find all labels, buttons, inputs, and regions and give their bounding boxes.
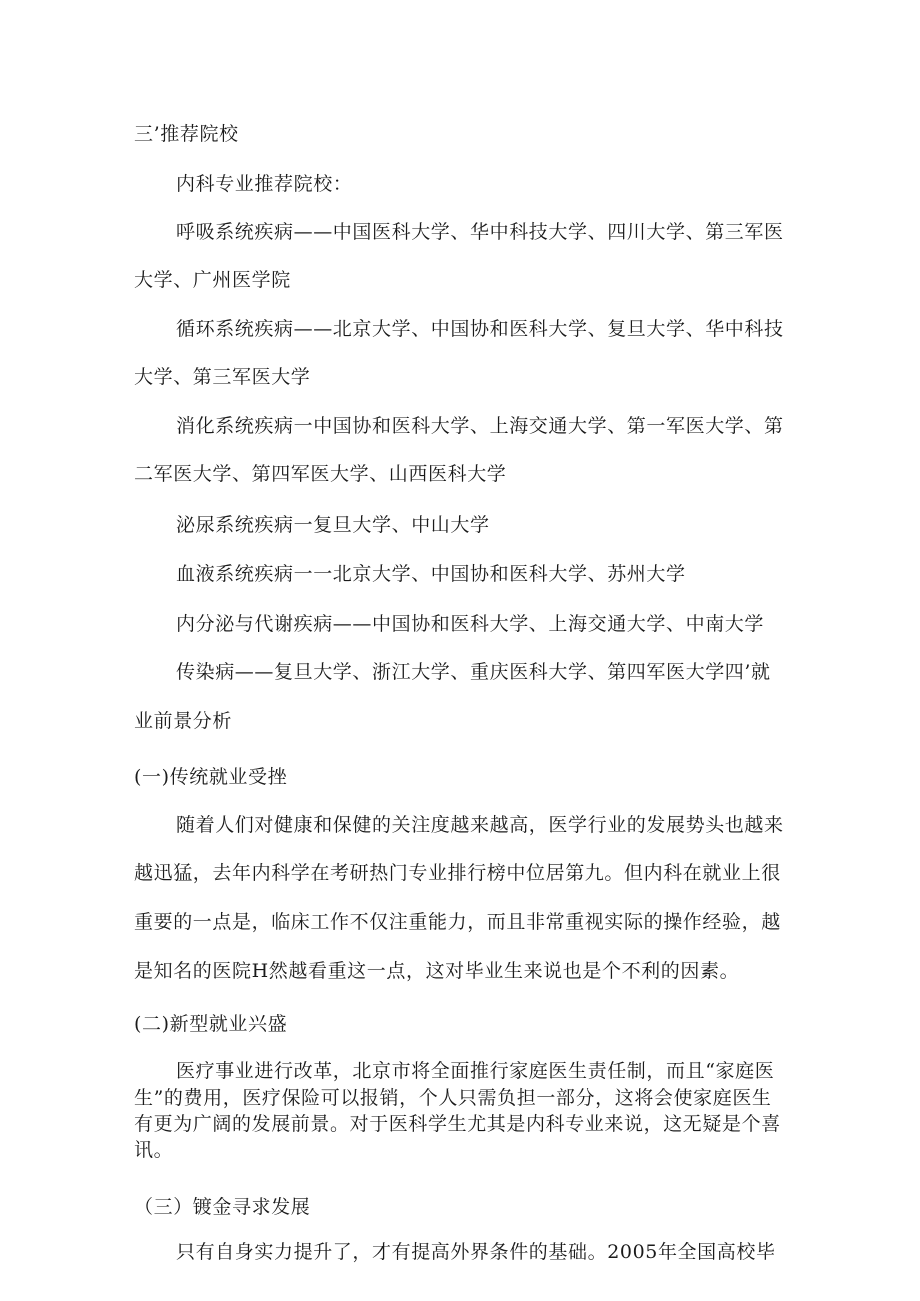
- subsection-heading-traditional: (一)传统就业受挫: [134, 766, 288, 788]
- new-employment-paragraph-line-3: 有更为广阔的发展前景。对于医科学生尤其是内科专业来说，这无疑是个喜: [134, 1113, 781, 1135]
- subsection-heading-gilding: （三）镀金寻求发展: [134, 1196, 311, 1218]
- new-employment-paragraph-line-1: 医疗事业进行改革，北京市将全面推行家庭医生责任制，而且“家庭医: [176, 1060, 775, 1082]
- circulatory-line-1: 循环系统疾病——北京大学、中国协和医科大学、复旦大学、华中科技: [176, 318, 784, 340]
- new-employment-paragraph-line-4: 讯。: [134, 1139, 174, 1161]
- respiratory-line-1: 呼吸系统疾病——中国医科大学、华中科技大学、四川大学、第三军医: [176, 221, 784, 243]
- section-heading-recommended-schools: 三’推荐院校: [134, 123, 239, 145]
- subheading-internal-medicine-schools: 内科专业推荐院校：: [176, 173, 353, 195]
- traditional-paragraph-line-1: 随着人们对健康和保健的关注度越来越高，医学行业的发展势头也越来: [176, 814, 784, 836]
- infectious-line-2: 业前景分析: [134, 710, 233, 732]
- traditional-paragraph-line-4: 是知名的医院H然越看重这一点，这对毕业生来说也是个不利的因素。: [134, 960, 740, 982]
- subsection-heading-new-employment: (二)新型就业兴盛: [134, 1013, 288, 1035]
- endocrine-line: 内分泌与代谢疾病——中国协和医科大学、上海交通大学、中南大学: [176, 613, 765, 635]
- digestive-line-2: 二军医大学、第四军医大学、山西医科大学: [134, 463, 507, 485]
- traditional-paragraph-line-2: 越迅猛，去年内科学在考研热门专业排行榜中位居第九。但内科在就业上很: [134, 862, 781, 884]
- urinary-line: 泌尿系统疾病一复旦大学、中山大学: [176, 514, 490, 536]
- infectious-line-1: 传染病——复旦大学、浙江大学、重庆医科大学、第四军医大学四’就: [176, 661, 771, 683]
- circulatory-line-2: 大学、第三军医大学: [134, 366, 311, 388]
- blood-line: 血液系统疾病一一北京大学、中国协和医科大学、苏州大学: [176, 563, 686, 585]
- gilding-paragraph-line-1: 只有自身实力提升了，才有提高外界条件的基础。2005年全国高校毕: [176, 1241, 776, 1263]
- new-employment-paragraph-line-2: 生”的费用，医疗保险可以报销，个人只需负担一部分，这将会使家庭医生: [134, 1087, 772, 1109]
- traditional-paragraph-line-3: 重要的一点是，临床工作不仅注重能力，而且非常重视实际的操作经验，越: [134, 911, 781, 933]
- digestive-line-1: 消化系统疾病一中国协和医科大学、上海交通大学、第一军医大学、第: [176, 415, 784, 437]
- respiratory-line-2: 大学、广州医学院: [134, 269, 291, 291]
